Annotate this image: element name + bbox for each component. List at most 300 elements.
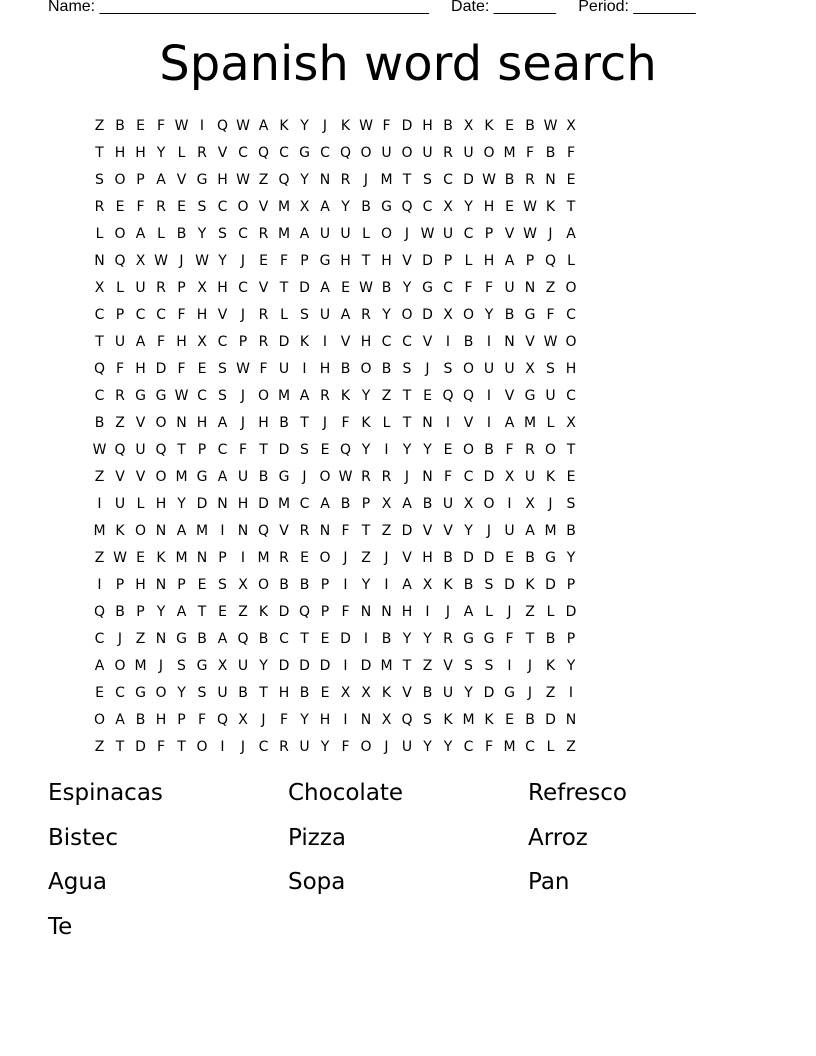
grid-letter: L (382, 414, 391, 431)
grid-letter: I (97, 576, 102, 593)
grid-letter: Y (361, 576, 371, 593)
grid-letter: C (443, 279, 453, 296)
grid-letter: G (196, 657, 208, 674)
grid-letter: J (425, 360, 430, 377)
grid-letter: P (443, 252, 453, 269)
grid-letter: Z (94, 549, 105, 566)
grid-letter: L (464, 252, 473, 269)
grid-letter: O (114, 657, 126, 674)
grid-letter: Y (423, 630, 432, 647)
grid-letter: N (176, 414, 187, 431)
grid-letter: A (320, 279, 330, 296)
grid-letter: Y (402, 279, 412, 296)
grid-letter: O (401, 144, 413, 161)
grid-letter: W (543, 333, 558, 350)
word-list-row (48, 780, 768, 825)
grid-letter: Y (464, 684, 473, 701)
grid-letter: S (95, 171, 104, 188)
grid-letter: H (360, 333, 372, 350)
word-list-item: Sopa (288, 869, 346, 895)
grid-letter: M (195, 522, 209, 539)
grid-letter: J (445, 603, 451, 620)
grid-letter: T (402, 387, 412, 404)
grid-letter: V (402, 549, 412, 566)
grid-letter: U (319, 225, 331, 242)
grid-letter: C (238, 144, 248, 161)
grid-letter: F (341, 522, 350, 539)
grid-letter: I (97, 495, 102, 512)
grid-letter: P (320, 576, 330, 593)
grid-letter: E (259, 252, 268, 269)
page-title: Spanish word search (159, 36, 657, 92)
grid-letter: Q (339, 144, 352, 161)
grid-letter: T (402, 171, 412, 188)
grid-letter: F (156, 117, 166, 134)
grid-letter: E (177, 198, 186, 215)
grid-letter: O (155, 468, 167, 485)
grid-letter: C (299, 495, 310, 512)
grid-letter: J (322, 414, 328, 431)
grid-letter: H (422, 117, 433, 134)
grid-letter: V (176, 171, 187, 188)
grid-letter: L (546, 738, 555, 755)
grid-letter: H (381, 252, 392, 269)
grid-letter: Z (422, 657, 433, 674)
grid-letter: U (237, 657, 249, 674)
grid-letter: C (217, 333, 228, 350)
grid-row (96, 112, 585, 139)
grid-letter: D (278, 333, 290, 350)
grid-letter: V (115, 468, 125, 485)
grid-letter: O (360, 360, 372, 377)
grid-letter: Q (216, 711, 229, 728)
grid-letter: J (240, 414, 246, 431)
grid-letter: B (340, 495, 351, 512)
grid-letter: Y (423, 441, 432, 458)
grid-letter: S (218, 387, 227, 404)
grid-letter: M (277, 198, 291, 215)
grid-letter: B (504, 306, 515, 323)
grid-letter: Z (525, 603, 535, 620)
grid-row (96, 382, 585, 409)
grid-letter: U (504, 522, 515, 539)
grid-letter: O (319, 549, 331, 566)
grid-letter: D (565, 603, 577, 620)
grid-letter: Z (94, 117, 105, 134)
grid-letter: P (177, 711, 186, 728)
grid-letter: P (197, 441, 207, 458)
grid-letter: D (360, 657, 372, 674)
grid-letter: D (483, 684, 495, 701)
grid-letter: C (258, 738, 269, 755)
grid-row (96, 409, 585, 436)
grid-letter: R (340, 171, 351, 188)
grid-letter: V (279, 522, 289, 539)
grid-letter: G (135, 387, 146, 404)
grid-letter: R (443, 630, 453, 647)
grid-letter: S (402, 360, 412, 377)
grid-letter: P (484, 225, 494, 242)
grid-letter: D (278, 441, 290, 458)
grid-letter: C (135, 306, 146, 323)
grid-letter: W (482, 171, 496, 188)
grid-letter: Y (402, 630, 412, 647)
grid-letter: X (525, 360, 535, 377)
grid-letter: P (525, 252, 535, 269)
grid-letter: G (524, 387, 536, 404)
word-list-item: Te (48, 913, 73, 940)
grid-letter: K (443, 576, 453, 593)
grid-letter: X (463, 117, 474, 134)
grid-letter: S (300, 441, 309, 458)
word-list-item: Pizza (288, 824, 346, 851)
grid-letter: B (443, 549, 453, 566)
grid-letter: B (279, 576, 289, 593)
grid-letter: A (135, 225, 146, 242)
grid-letter: W (236, 360, 250, 377)
grid-letter: X (299, 198, 310, 215)
grid-letter: D (422, 306, 433, 323)
grid-letter: O (462, 441, 475, 458)
grid-letter: B (463, 576, 474, 593)
grid-letter: F (156, 333, 166, 350)
grid-letter: R (299, 522, 310, 539)
grid-letter: B (197, 630, 207, 647)
grid-letter: S (484, 576, 494, 593)
grid-letter: A (217, 414, 228, 431)
grid-row (93, 706, 585, 733)
grid-letter: S (566, 495, 576, 512)
grid-letter: J (404, 225, 410, 242)
grid-letter: N (319, 522, 331, 539)
grid-letter: J (527, 684, 533, 701)
grid-letter: D (155, 360, 167, 377)
grid-letter: H (237, 495, 249, 512)
grid-letter: J (322, 117, 328, 134)
grid-letter: V (463, 414, 474, 431)
grid-letter: T (197, 603, 207, 620)
grid-letter: N (565, 711, 577, 728)
grid-letter: U (442, 684, 454, 701)
grid-letter: X (504, 468, 515, 485)
grid-letter: F (443, 468, 453, 485)
grid-letter: F (177, 360, 186, 377)
grid-letter: H (135, 576, 146, 593)
grid-letter: C (94, 306, 105, 323)
word-list-item: Chocolate (288, 780, 404, 806)
grid-letter: J (384, 738, 389, 755)
grid-letter: T (361, 252, 371, 269)
grid-letter: N (545, 171, 556, 188)
grid-letter: W (236, 171, 250, 188)
grid-letter: U (299, 738, 310, 755)
grid-letter: G (299, 144, 310, 161)
grid-letter: X (381, 495, 392, 512)
grid-letter: Q (237, 630, 249, 647)
grid-letter: E (218, 603, 227, 620)
grid-letter: M (277, 495, 291, 512)
grid-letter: D (299, 657, 310, 674)
grid-letter: P (320, 603, 330, 620)
grid-letter: L (136, 495, 145, 512)
grid-letter: L (362, 225, 370, 242)
grid-letter: B (176, 225, 187, 242)
grid-letter: A (463, 603, 474, 620)
grid-letter: P (136, 171, 145, 188)
grid-letter: U (442, 225, 454, 242)
grid-letter: C (463, 738, 474, 755)
grid-letter: J (261, 711, 266, 728)
grid-letter: I (302, 360, 307, 377)
grid-letter: F (484, 279, 494, 296)
grid-letter: F (464, 279, 473, 296)
grid-row (96, 301, 585, 328)
grid-letter: Q (401, 198, 413, 215)
grid-letter: N (504, 333, 515, 350)
grid-letter: A (156, 171, 166, 188)
grid-letter: Y (156, 144, 166, 161)
grid-letter: B (361, 198, 371, 215)
grid-letter: N (524, 279, 536, 296)
grid-letter: F (341, 603, 350, 620)
grid-letter: D (278, 657, 290, 674)
grid-letter: E (320, 684, 330, 701)
grid-letter: B (135, 711, 146, 728)
grid-letter: T (402, 414, 412, 431)
grid-letter: Z (94, 468, 105, 485)
grid-letter: W (92, 441, 107, 458)
grid-row (96, 544, 585, 571)
grid-letter: O (155, 684, 167, 701)
grid-letter: A (320, 495, 330, 512)
grid-row (96, 625, 585, 652)
grid-letter: Q (401, 711, 413, 728)
grid-letter: Y (566, 549, 576, 566)
grid-row (96, 139, 585, 166)
grid-letter: F (238, 441, 248, 458)
grid-letter: A (217, 468, 228, 485)
grid-letter: C (381, 333, 392, 350)
grid-letter: O (565, 279, 577, 296)
grid-letter: Z (361, 549, 371, 566)
grid-letter: I (384, 441, 389, 458)
grid-letter: D (463, 171, 474, 188)
grid-letter: U (319, 306, 331, 323)
grid-letter: H (483, 198, 495, 215)
grid-letter: J (507, 603, 512, 620)
grid-letter: B (115, 117, 125, 134)
grid-letter: B (381, 630, 392, 647)
grid-letter: C (156, 306, 166, 323)
grid-letter: S (300, 306, 309, 323)
grid-letter: J (548, 495, 553, 512)
grid-letter: U (401, 738, 413, 755)
grid-letter: B (545, 630, 556, 647)
grid-letter: H (340, 252, 351, 269)
grid-letter: J (548, 225, 553, 242)
grid-letter: W (359, 279, 373, 296)
grid-letter: V (504, 225, 515, 242)
grid-letter: E (136, 117, 145, 134)
grid-letter: A (299, 225, 310, 242)
grid-letter: P (115, 576, 125, 593)
grid-letter: Q (462, 387, 475, 404)
letter-grid (92, 112, 585, 760)
grid-letter: R (115, 387, 125, 404)
grid-letter: O (483, 144, 495, 161)
grid-letter: F (505, 630, 514, 647)
grid-letter: Y (300, 711, 309, 728)
word-list-row (48, 914, 768, 959)
grid-letter: D (483, 549, 495, 566)
grid-letter: I (425, 603, 430, 620)
grid-letter: P (115, 306, 125, 323)
grid-letter: F (341, 414, 350, 431)
grid-letter: T (361, 522, 371, 539)
grid-letter: W (174, 387, 189, 404)
grid-letter: K (299, 333, 310, 350)
grid-letter: Y (443, 738, 453, 755)
word-list-item: Refresco (528, 780, 627, 806)
grid-letter: K (484, 711, 494, 728)
grid-row (93, 355, 585, 382)
grid-letter: C (115, 684, 125, 701)
grid-letter: I (486, 414, 492, 431)
grid-letter: V (443, 522, 453, 539)
grid-letter: K (340, 117, 351, 134)
word-list-row (48, 825, 768, 870)
grid-letter: H (135, 360, 146, 377)
grid-letter: O (380, 225, 393, 242)
grid-letter: W (195, 252, 209, 269)
grid-letter: L (177, 144, 186, 161)
grid-letter: H (401, 603, 413, 620)
grid-letter: E (136, 549, 145, 566)
grid-letter: O (93, 711, 106, 728)
grid-letter: G (524, 306, 536, 323)
grid-letter: E (320, 441, 330, 458)
grid-letter: A (176, 522, 187, 539)
grid-row (93, 598, 585, 625)
grid-letter: J (384, 549, 389, 566)
grid-letter: M (380, 171, 393, 188)
grid-letter: V (217, 306, 228, 323)
grid-letter: F (136, 198, 145, 215)
grid-letter: Y (320, 738, 330, 755)
grid-letter: K (361, 414, 371, 431)
grid-letter: M (380, 657, 393, 674)
grid-letter: A (94, 657, 105, 674)
grid-letter: J (343, 549, 348, 566)
grid-letter: U (278, 360, 290, 377)
grid-letter: F (279, 252, 289, 269)
grid-letter: V (135, 468, 146, 485)
grid-letter: S (464, 657, 473, 674)
grid-letter: B (94, 414, 105, 431)
grid-letter: G (135, 684, 146, 701)
grid-letter: X (197, 279, 207, 296)
grid-letter: Z (258, 171, 269, 188)
grid-letter: I (507, 657, 512, 674)
grid-letter: X (94, 279, 105, 296)
grid-letter: X (422, 576, 433, 593)
grid-letter: N (360, 711, 372, 728)
grid-letter: Y (341, 198, 350, 215)
grid-row (92, 436, 585, 463)
grid-letter: U (442, 495, 454, 512)
grid-letter: U (340, 225, 351, 242)
grid-letter: A (299, 387, 310, 404)
grid-letter: W (236, 117, 250, 134)
grid-letter: R (443, 144, 453, 161)
grid-letter: R (197, 144, 207, 161)
grid-letter: V (135, 414, 146, 431)
grid-row (96, 274, 585, 301)
grid-letter: N (155, 576, 167, 593)
grid-letter: C (320, 144, 330, 161)
grid-letter: I (220, 522, 225, 539)
grid-letter: A (115, 711, 125, 728)
grid-letter: G (422, 279, 433, 296)
grid-letter: L (95, 225, 104, 242)
grid-letter: F (156, 738, 166, 755)
grid-letter: S (484, 657, 494, 674)
grid-letter: B (340, 360, 351, 377)
grid-letter: N (155, 630, 167, 647)
grid-letter: N (196, 549, 208, 566)
grid-letter: K (381, 684, 392, 701)
grid-letter: E (341, 279, 350, 296)
grid-letter: I (363, 630, 369, 647)
grid-letter: H (422, 549, 433, 566)
grid-letter: J (527, 657, 533, 674)
grid-letter: O (483, 495, 495, 512)
grid-letter: R (525, 171, 535, 188)
grid-letter: L (280, 306, 288, 323)
grid-letter: R (258, 306, 269, 323)
grid-letter: L (546, 603, 555, 620)
grid-letter: W (174, 117, 189, 134)
grid-letter: W (523, 198, 537, 215)
grid-letter: B (545, 144, 556, 161)
grid-letter: F (566, 144, 576, 161)
grid-letter: B (525, 117, 535, 134)
grid-letter: L (116, 279, 124, 296)
grid-letter: C (566, 306, 576, 323)
grid-letter: Z (545, 684, 556, 701)
grid-letter: B (566, 522, 576, 539)
grid-letter: B (525, 711, 535, 728)
grid-letter: B (443, 117, 453, 134)
grid-letter: I (486, 333, 492, 350)
grid-letter: V (258, 279, 269, 296)
grid-letter: I (343, 657, 348, 674)
grid-letter: G (155, 387, 167, 404)
grid-letter: X (238, 711, 248, 728)
grid-letter: U (463, 144, 474, 161)
grid-letter: Q (339, 441, 352, 458)
grid-letter: U (545, 387, 556, 404)
grid-letter: Y (218, 252, 227, 269)
grid-letter: G (381, 198, 392, 215)
grid-letter: H (114, 144, 126, 161)
grid-letter: E (423, 387, 432, 404)
grid-letter: B (381, 279, 392, 296)
grid-letter: E (197, 576, 207, 593)
grid-letter: T (566, 198, 576, 215)
grid-letter: J (363, 171, 369, 188)
grid-letter: B (299, 576, 310, 593)
